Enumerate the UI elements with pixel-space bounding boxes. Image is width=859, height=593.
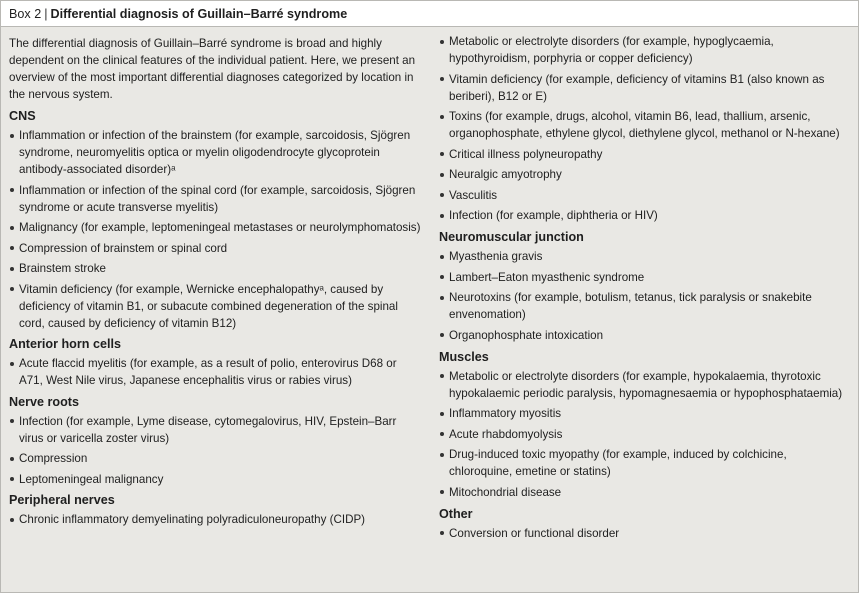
list-item: Chronic inflammatory demyelinating polyradiculoneuropathy (CIDP) <box>9 511 421 528</box>
list-item: Drug-induced toxic myopathy (for example, induced by colchicine, chloroquine, emetine or statins) <box>439 446 849 480</box>
list-item: Brainstem stroke <box>9 260 421 277</box>
item-list <box>439 248 849 344</box>
list-item: Infection (for example, diphtheria or HIV) <box>439 207 849 224</box>
item-list <box>439 33 849 224</box>
item-list <box>439 368 849 501</box>
list-item: Myasthenia gravis <box>439 248 849 265</box>
section-anterior-horn-cells <box>9 335 421 389</box>
list-item: Inflammation or infection of the spinal cord (for example, sarcoidosis, Sjögren syndrome or acute transverse myelitis) <box>9 182 421 216</box>
list-item: Critical illness polyneuropathy <box>439 146 849 163</box>
section-nerve-roots <box>9 393 421 488</box>
list-item: Metabolic or electrolyte disorders (for example, hypokalaemia, thyrotoxic hypokalaemic periodic paralysis, hypomagnesaemia or hypophosphataemia) <box>439 368 849 402</box>
section-other <box>439 505 849 542</box>
list-item: Lambert–Eaton myasthenic syndrome <box>439 269 849 286</box>
list-item: Inflammatory myositis <box>439 405 849 422</box>
section-title: CNS <box>9 109 36 123</box>
box-header <box>1 1 858 27</box>
section-title: Neuromuscular junction <box>439 230 584 244</box>
section-muscles <box>439 348 849 501</box>
list-item: Vitamin deficiency (for example, deficiency of vitamins B1 (also known as beriberi), B12 or E) <box>439 71 849 105</box>
section-title: Nerve roots <box>9 394 79 409</box>
header-separator: | <box>44 7 48 21</box>
list-item: Acute flaccid myelitis (for example, as a result of polio, enterovirus D68 or A71, West Nile virus, Japanese encephalitis virus or rabies virus) <box>9 355 421 389</box>
list-item: Acute rhabdomyolysis <box>439 426 849 443</box>
item-list <box>439 525 849 542</box>
list-item: Vasculitis <box>439 187 849 204</box>
section-neuromuscular-junction <box>439 228 849 344</box>
box-title: Differential diagnosis of Guillain–Barré syndrome <box>50 7 348 21</box>
list-item: Inflammation or infection of the brainstem (for example, sarcoidosis, Sjögren syndrome, neuromyelitis optica or myelin oligodendrocyte glycoprotein antibody-associated disorder)ᵃ <box>9 127 421 178</box>
item-list <box>9 511 421 528</box>
left-column <box>9 33 421 532</box>
list-item: Vitamin deficiency (for example, Wernicke encephalopathyᵃ, caused by deficiency of vitamin B1, or subacute combined degeneration of the spinal cord, caused by deficiency of vitamin B12) <box>9 281 421 332</box>
box-label: Box 2 <box>9 7 42 21</box>
list-item: Compression of brainstem or spinal cord <box>9 240 421 257</box>
list-item: Toxins (for example, drugs, alcohol, vitamin B6, lead, thallium, arsenic, organophosphate, ethylene glycol, diethylene glycol, methanol or N-hexane) <box>439 108 849 142</box>
list-item: Compression <box>9 450 421 467</box>
item-list <box>9 355 421 389</box>
section-cns <box>9 107 421 332</box>
section-title: Muscles <box>439 349 489 364</box>
section-title: Anterior horn cells <box>9 337 121 351</box>
section-title: Other <box>439 506 473 521</box>
list-item: Neurotoxins (for example, botulism, tetanus, tick paralysis or snakebite envenomation) <box>439 289 849 323</box>
list-item: Malignancy (for example, leptomeningeal metastases or neurolymphomatosis) <box>9 219 421 236</box>
item-list <box>9 127 421 332</box>
list-item: Neuralgic amyotrophy <box>439 166 849 183</box>
section-peripheral-nerves-continued <box>439 33 849 224</box>
section-title: Peripheral nerves <box>9 493 115 507</box>
list-item: Infection (for example, Lyme disease, cytomegalovirus, HIV, Epstein–Barr virus or varicella zoster virus) <box>9 413 421 447</box>
list-item: Mitochondrial disease <box>439 484 849 501</box>
intro-paragraph: The differential diagnosis of Guillain–Barré syndrome is broad and highly dependent on the clinical features of the individual patient. Here, we present an overview of the most important differential diagnoses categorized by location in the nervous system. <box>9 37 416 101</box>
section-peripheral-nerves <box>9 491 421 528</box>
list-item: Conversion or functional disorder <box>439 525 849 542</box>
right-column <box>439 33 849 545</box>
list-item: Metabolic or electrolyte disorders (for example, hypoglycaemia, hypothyroidism, porphyria or copper deficiency) <box>439 33 849 67</box>
item-list <box>9 413 421 488</box>
list-item: Organophosphate intoxication <box>439 327 849 344</box>
list-item: Leptomeningeal malignancy <box>9 471 421 488</box>
